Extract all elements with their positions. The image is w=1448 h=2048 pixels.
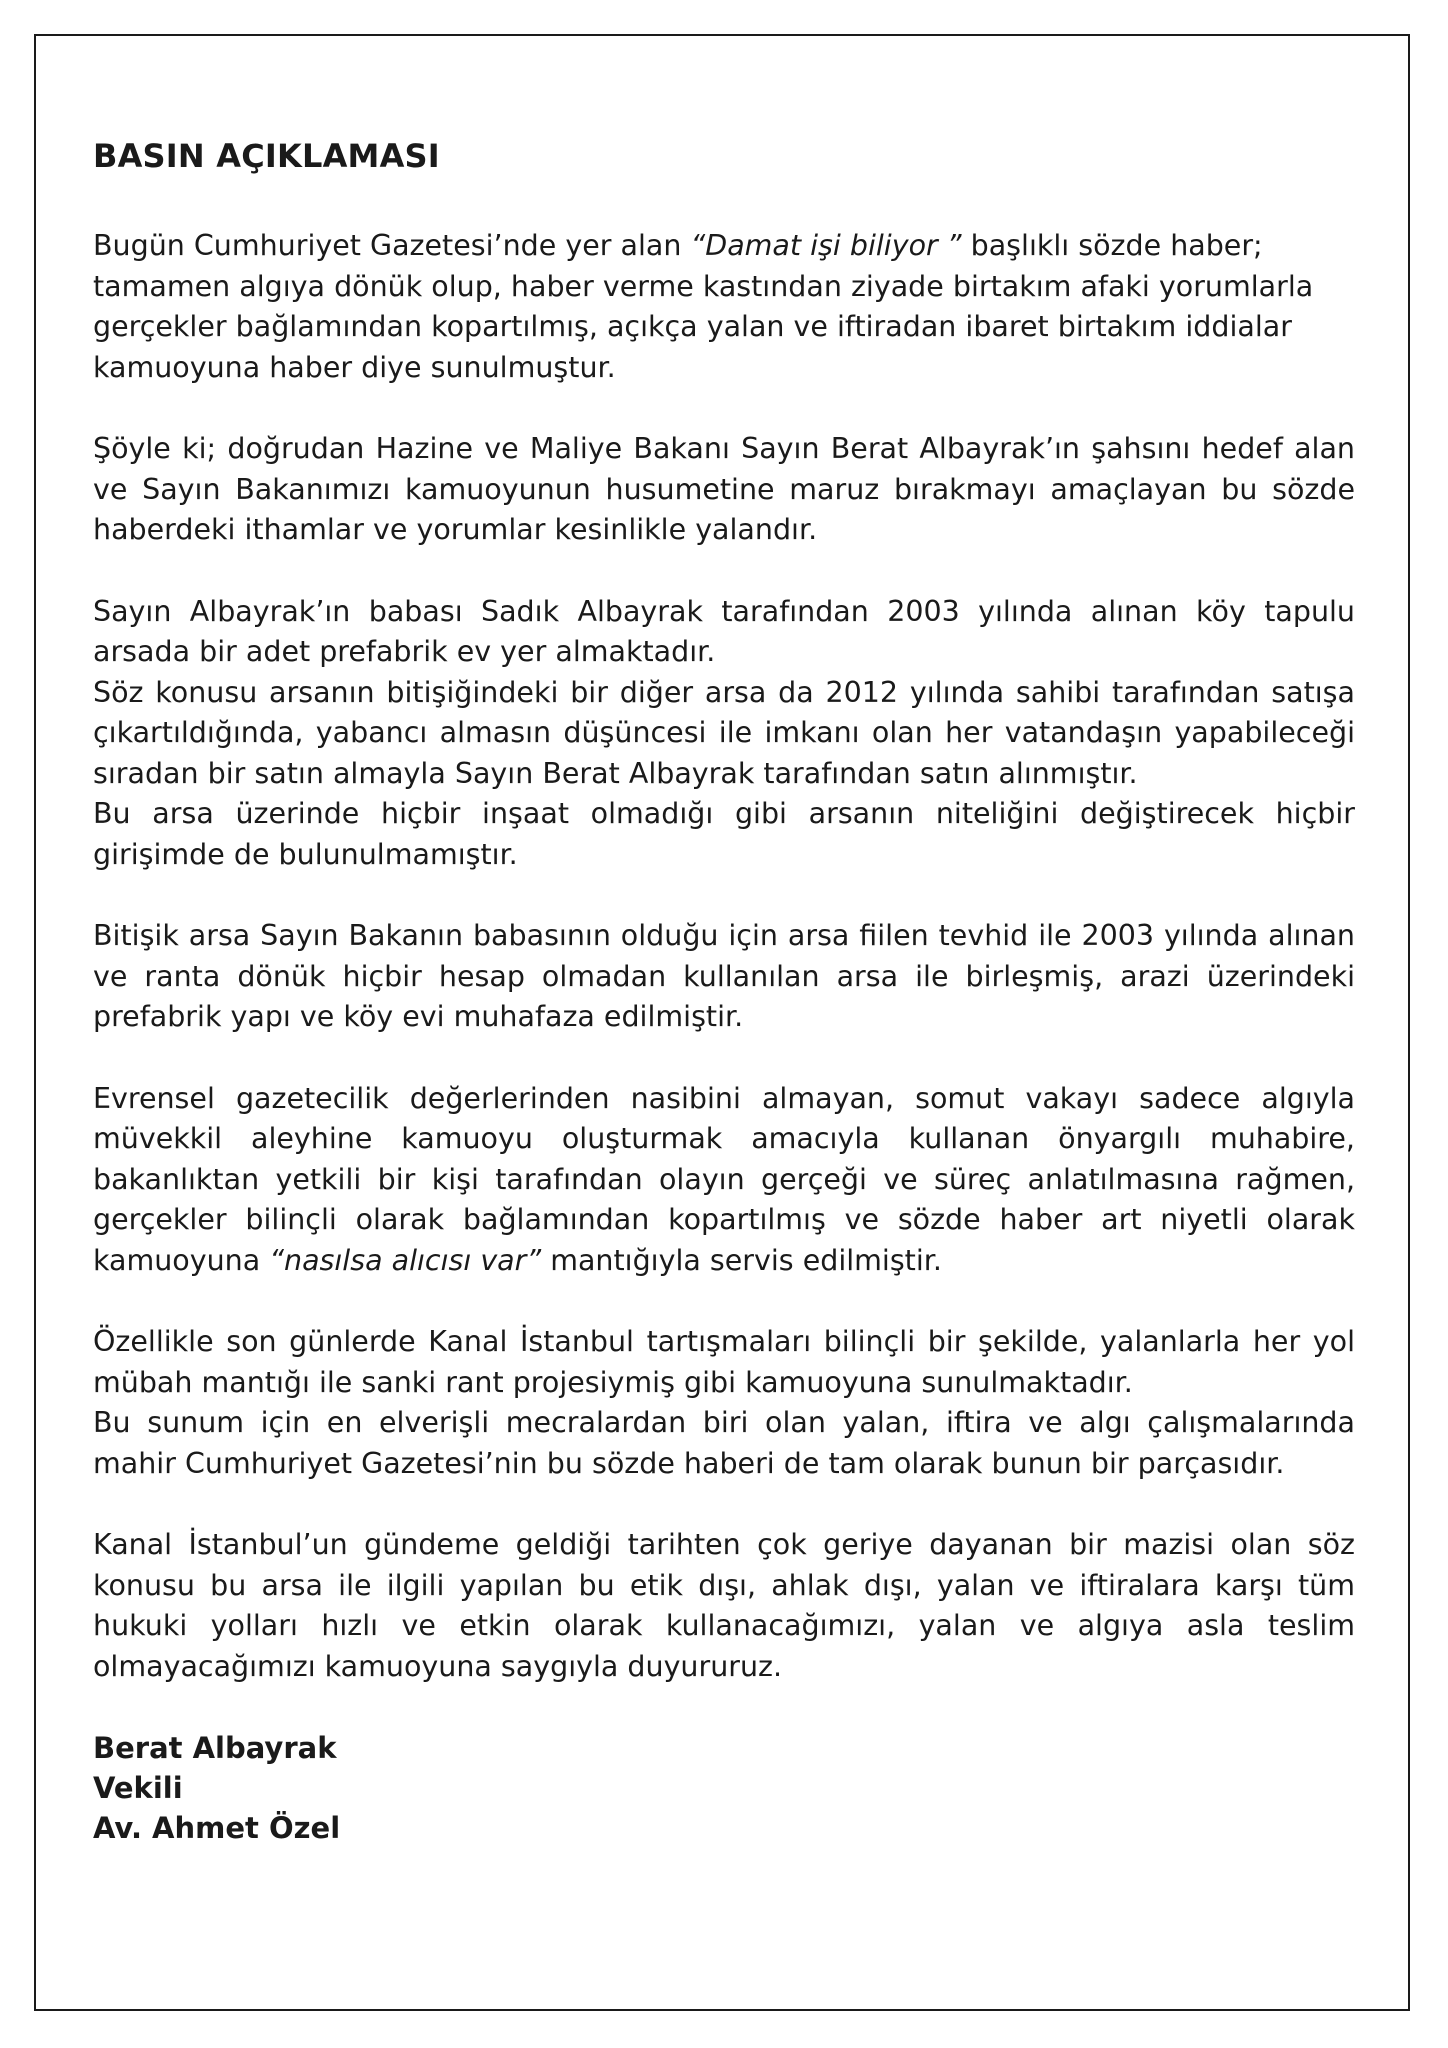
paragraph-2-text: Şöyle ki; doğrudan Hazine ve Maliye Bakanı Sayın Berat Albayrak’ın şahsını hedef alan ve Sayın Bakanımızı kamuoyunun husumetine maruz bırakmayı amaçlayan bu sözde haberdeki ithamlar ve yorumlar kesinlikle yalandır.	[93, 432, 1355, 546]
paragraph-3-line-3: Bu arsa üzerinde hiçbir inşaat olmadığı gibi arsanın niteliğini değiştirecek hiçbir girişimde de bulunulmamıştır.	[93, 797, 1355, 871]
paragraph-4	[93, 916, 1355, 1038]
paragraph-2	[93, 429, 1355, 551]
signature-role: Vekili	[93, 1771, 183, 1805]
paragraph-5-part-a: Evrensel gazetecilik değerlerinden nasibini almayan, somut vakayı sadece algıyla müvekkil aleyhine kamuoyu oluşturmak amacıyla kullanan önyargılı muhabire, bakanlıktan yetkili bir kişi tarafından olayın gerçeği ve süreç anlatılmasına rağmen, gerçekler bilinçli olarak bağlamından kopartılmış ve sözde haber art niyetli olarak kamuoyuna	[93, 1081, 1355, 1277]
signature-lawyer: Av. Ahmet Özel	[93, 1811, 341, 1845]
paragraph-4-text: Bitişik arsa Sayın Bakanın babasının olduğu için arsa fiilen tevhid ile 2003 yılında alınan ve ranta dönük hiçbir hesap olmadan kullanılan arsa ile birleşmiş, arazi üzerindeki prefabrik yapı ve köy evi muhafaza edilmiştir.	[93, 919, 1355, 1033]
paragraph-3-line-2: Söz konusu arsanın bitişiğindeki bir diğer arsa da 2012 yılında sahibi tarafından satışa çıkartıldığında, yabancı almasın düşüncesi ile imkanı olan her vatandaşın yapabileceği sıradan bir satın almayla Sayın Berat Albayrak tarafından satın alınmıştır.	[93, 675, 1355, 790]
paragraph-5-quote: “nasılsa alıcısı var”	[269, 1243, 542, 1277]
signature-name: Berat Albayrak	[93, 1731, 337, 1765]
paragraph-7-text: Kanal İstanbul’un gündeme geldiği tarihten çok geriye dayanan bir mazisi olan söz konusu bu arsa ile ilgili yapılan bu etik dışı, ahlak dışı, yalan ve iftiralara karşı tüm hukuki yolları hızlı ve etkin olarak kullanacağımızı, yalan ve algıya asla teslim olmayacağımızı kamuoyuna saygıyla duyururuz.	[93, 1528, 1355, 1683]
paragraph-5-part-b: mantığıyla servis edilmiştir.	[541, 1243, 942, 1277]
paragraph-6	[93, 1322, 1355, 1484]
paragraph-1	[93, 226, 1355, 388]
paragraph-6-line-1: Özellikle son günlerde Kanal İstanbul tartışmaları bilinçli bir şekilde, yalanlarla her yol mübah mantığı ile sanki rant projesiymiş gibi kamuoyuna sunulmaktadır.	[93, 1325, 1355, 1399]
paragraph-5	[93, 1079, 1355, 1282]
paragraph-6-line-2: Bu sunum için en elverişli mecralardan biri olan yalan, iftira ve algı çalışmalarında mahir Cumhuriyet Gazetesi’nin bu sözde haberi de tam olarak bunun bir parçasıdır.	[93, 1406, 1355, 1480]
paragraph-7	[93, 1525, 1355, 1687]
document-title: BASIN AÇIKLAMASI	[93, 137, 440, 175]
paragraph-1-text	[93, 226, 1355, 388]
paragraph-5-text	[93, 1079, 1355, 1282]
paragraph-3	[93, 592, 1355, 876]
paragraph-3-line-1: Sayın Albayrak’ın babası Sadık Albayrak tarafından 2003 yılında alınan köy tapulu arsada bir adet prefabrik ev yer almaktadır.	[93, 594, 1355, 668]
paragraph-1-part-a: Bugün Cumhuriyet Gazetesi’nde yer alan	[93, 229, 691, 262]
press-release	[93, 136, 1355, 1848]
paragraph-1-part-b: başlıklı sözde haber; tamamen algıya dönük olup, haber verme kastından ziyade birtakım afaki yorumlarla gerçekler bağlamından kopartılmış, açıkça yalan ve iftiradan ibaret birtakım iddialar kamuoyuna haber diye sunulmuştur.	[93, 229, 1314, 384]
signature-block	[93, 1728, 1355, 1848]
paragraph-1-headline-quote: “Damat işi biliyor ”	[690, 229, 962, 262]
